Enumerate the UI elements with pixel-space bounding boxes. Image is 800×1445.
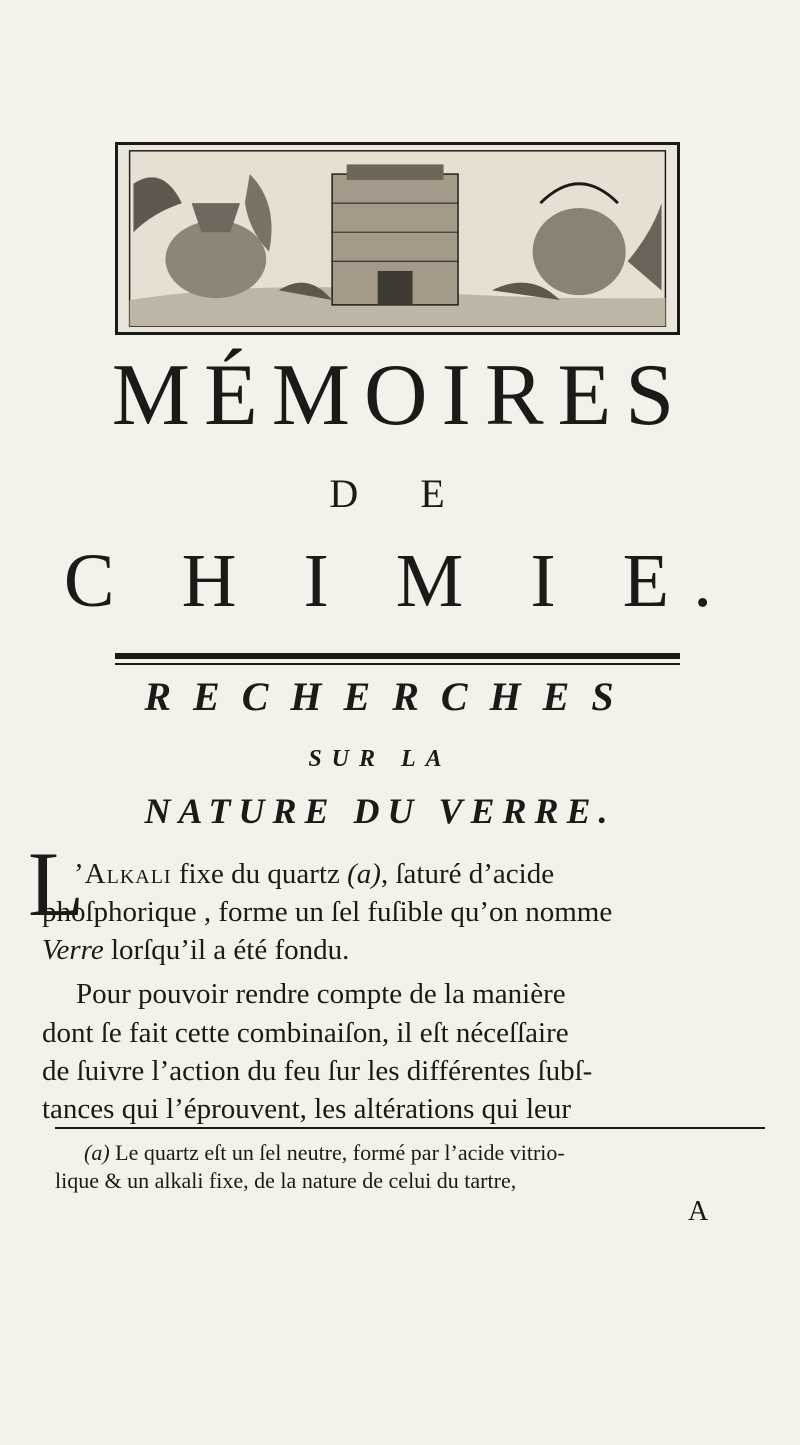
footnote-marker: (a) [84,1140,110,1165]
footnote-line: lique & un alkali fixe, de la nature de celui du tartre, [55,1168,517,1193]
main-title: MÉMOIRES [111,347,689,444]
section-heading: RECHERCHES [144,674,636,719]
text-line [74,855,554,893]
text-line: tances qui l’éprouvent, les altérations qui leur [42,1093,572,1125]
title-chimie: C H I M I E. [63,539,737,623]
divider-thick [115,653,680,659]
text-line: phoſphorique , forme un ſel fuſible qu’on nomme [42,896,613,928]
divider-thin [115,663,680,665]
section-subheading: SUR LA [308,746,452,772]
text-span: fixe du quartz [171,858,348,890]
text-line: de ſuivre l’action du feu ſur les différentes ſubſ- [42,1055,593,1087]
text-span: Le quartz eſt un ſel neutre, formé par l’acide vitrio- [109,1140,565,1165]
title-de: D E [329,471,471,516]
engraved-vignette [115,142,680,335]
section-topic: NATURE DU VERRE. [144,791,616,831]
footnote-divider [55,1127,765,1129]
footnote-line [84,1140,799,1166]
text-span: , ſaturé d’acide [380,858,555,890]
footnote-ref: (a) [347,858,381,890]
engraving-image [118,145,677,332]
verre-word: Verre [42,934,104,966]
text-line: dont ſe fait cette combinaiſon, il eſt néceſſaire [42,1017,569,1049]
text-line [42,931,349,969]
signature-mark: A [688,1196,709,1227]
text-line: Pour pouvoir rendre compte de la manière [76,978,566,1010]
text-span: lorſqu’il a été fondu. [103,934,350,966]
drop-capital: L [28,833,85,935]
alkali-word: ’Alkali [74,858,172,890]
